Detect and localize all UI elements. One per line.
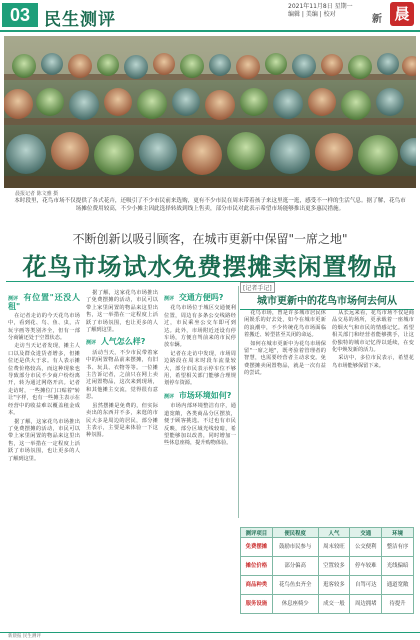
table-cell: 免费摆摊: [241, 538, 273, 557]
paragraph: 花鸟市场，曾是许多城市居民休闲娱乐的好去处，如今在城市更新的浪潮中，不少传统花鸟市场面临着搬迁、转型甚至关闭的命运。: [244, 310, 326, 339]
paragraph: 采访中，多位市民表示，希望花鸟市场能够保留下来。: [332, 355, 414, 369]
footer-text: 新晨报 民生测评: [8, 634, 41, 639]
table-cell: 周边拥堵: [350, 595, 382, 614]
table-cell: 光线偏暗: [382, 557, 414, 576]
table-header: 测评项目: [241, 528, 273, 538]
column-name: 民生测评: [44, 10, 116, 30]
succulent-plants-image: [4, 36, 416, 188]
table-row: [241, 538, 414, 557]
paragraph: 据了解，这家花鸟市场推出了免费摆摊的活动，市民可以带上家里闲置的物品来这里出售，这一举措在一定程度上活跃了市场氛围，也让更多的人了解到这里。: [86, 290, 158, 334]
paragraph: 据了解，这家花鸟市场推出了免费摆摊的活动，市民可以带上家里闲置的物品来这里出售，这一举措在一定程度上活跃了市场氛围，也让更多的人了解到这里。: [8, 418, 80, 462]
photo-credit: 晨报记者 陈文雅 摄: [15, 191, 59, 197]
article-subtitle: 不断创新以吸引顾客，在城市更新中保留"一席之地": [72, 232, 348, 246]
table-row: [241, 557, 414, 576]
table-cell: 休息座椅少: [272, 595, 318, 614]
sidebar-column-1: [244, 310, 326, 379]
sidebar-divider: [238, 286, 239, 518]
newspaper-logo: [372, 2, 414, 28]
sidebar-label: [记者手记]: [240, 282, 275, 293]
paragraph: 虽然摆摊是免费的，但实际卖出的东西并不多，来逛的市民大多是周边的居民，部分摊主表示，主要是来体验一下这种氛围。: [86, 402, 158, 439]
section-heading: [86, 338, 158, 347]
table-cell: 停车较难: [350, 557, 382, 576]
date-text: 2021年11月8日 星期一: [288, 3, 353, 10]
table-row: [241, 595, 414, 614]
article-column-2: [86, 290, 158, 441]
section-tag: 测评: [8, 296, 19, 302]
footer-rule: [0, 632, 420, 633]
table-cell: 整洁有序: [382, 538, 414, 557]
table-header: 人气: [318, 528, 350, 538]
table-cell: 公交便利: [350, 538, 382, 557]
table-cell: 鼓励市民参与: [272, 538, 318, 557]
paragraph: 走访当天记者发现，摊主人口以及群众进货者增多，但摊位还是供大于求。有人表示摊位费价格较高，而这种现象也导致部分市民不少商户纷纷离开，转为通过网络开店。记者走访时，一些摊位门口贴着"转让"字样，也有一些摊主表示在经营中的收益难以覆盖租金成本。: [8, 343, 80, 417]
table-cell: 周末较旺: [318, 538, 350, 557]
page-number: 03: [2, 3, 38, 27]
paragraph: 在记者走访的今天花鸟市场中，看到花、鸟、鱼、虫，古玩字画等类别齐全，但有一部分商铺还处于空置状态。: [8, 312, 80, 342]
table-cell: 部分偏高: [272, 557, 318, 576]
table-header: 便民程度: [272, 528, 318, 538]
article-column-1: [8, 290, 80, 464]
evaluation-table: [240, 527, 414, 614]
date-line: [288, 3, 353, 19]
section-heading: [164, 392, 236, 401]
table-cell: 商品种类: [241, 576, 273, 595]
masthead-rule: [0, 30, 420, 32]
section-heading: [164, 294, 236, 303]
table-row: [241, 576, 414, 595]
table-header: 环境: [382, 528, 414, 538]
table-cell: 服务设施: [241, 595, 273, 614]
table-cell: 花鸟鱼虫齐全: [272, 576, 318, 595]
article-headline: 花鸟市场试水免费摆摊卖闲置物品: [22, 253, 398, 281]
market-photo: [4, 36, 416, 188]
paragraph: 市场内部环境整洁有序，通道宽敞，各类商品分区摆放，便于顾客挑选。不过也有市民反映，部分区域光线较暗，希望能够加以改善，同时增加一些休息座椅，提升购物体验。: [164, 403, 236, 447]
sidebar-column-2: [332, 310, 414, 371]
paragraph: 记者在走访中发现，市场周边路段在周末时段车流量较大，部分市民表示停车位不够用，希望相关部门能够合理规划停车资源。: [164, 350, 236, 387]
editor-text: 编辑 | 美编 | 校对: [288, 11, 336, 18]
masthead: [0, 0, 420, 34]
table-cell: 逛客较多: [318, 576, 350, 595]
logo-prefix: 新: [372, 14, 382, 25]
table-cell: 通道宽敞: [382, 576, 414, 595]
sidebar-title: 城市更新中的花鸟市场何去何从: [240, 292, 414, 310]
table-cell: 自驾可达: [350, 576, 382, 595]
paragraph: 从长远来看，花鸟市场不仅是商品交易的场所，更承载着一座城市的烟火气和市民的情感记忆。希望相关部门和经营者能够携手，让这份独特的城市记忆得以延续，在变化中焕发新的活力。: [332, 310, 414, 354]
section-tag: 测评: [164, 393, 175, 400]
section-heading: [8, 294, 80, 311]
paragraph: 活动当天，不少市民带着家中的闲置物品前来摆摊，有旧书、玩具、衣物等等。一位摊主告诉记者，之前只在网上卖过闲置物品，这次来到现场，和其他摊主交流，觉得很有意思。: [86, 349, 158, 401]
table-cell: 成交一般: [318, 595, 350, 614]
photo-caption: 本时段里，花鸟市场不仅提供了各式花卉，还吸引了不少市民前来选购，更有不少市民在周末带着孩子来这里逛一逛，感受不一样的生活气息。据了解，花鸟市场摊位费用较高，不少小摊主因此选择转战到线上售卖，部分市民对此表示希望市场能够推出更多惠民措施。: [14, 198, 406, 212]
paragraph: 花鸟市场位于城区交通便利位置，周边有多条公交线路经过，市民乘坐公交车即可到达。此外，市场附近还设有停车场，方便自驾前来的市民停放车辆。: [164, 305, 236, 349]
logo-mark: 晨: [390, 2, 414, 26]
section-tag: 测评: [164, 296, 175, 302]
headline-rule: [6, 281, 414, 282]
section-title: 人气怎么样?: [100, 337, 146, 347]
table-cell: 摊位价格: [241, 557, 273, 576]
section-tag: 测评: [86, 340, 97, 347]
table-header: 交通: [350, 528, 382, 538]
table-cell: 待提升: [382, 595, 414, 614]
section-title: 交通方便吗?: [178, 293, 224, 302]
table-cell: 空置较多: [318, 557, 350, 576]
section-title: 有位置"还没人租": [8, 293, 80, 312]
article-column-3: [164, 290, 236, 449]
section-title: 市场环境如何?: [178, 390, 232, 400]
paragraph: 如何在城市更新中为花鸟市场保留"一席之地"，既考验着管理者的智慧，也需要经营者主动求变。免费摆摊卖闲置物品，就是一次有益的尝试。: [244, 340, 326, 377]
table-header-row: [241, 528, 414, 538]
